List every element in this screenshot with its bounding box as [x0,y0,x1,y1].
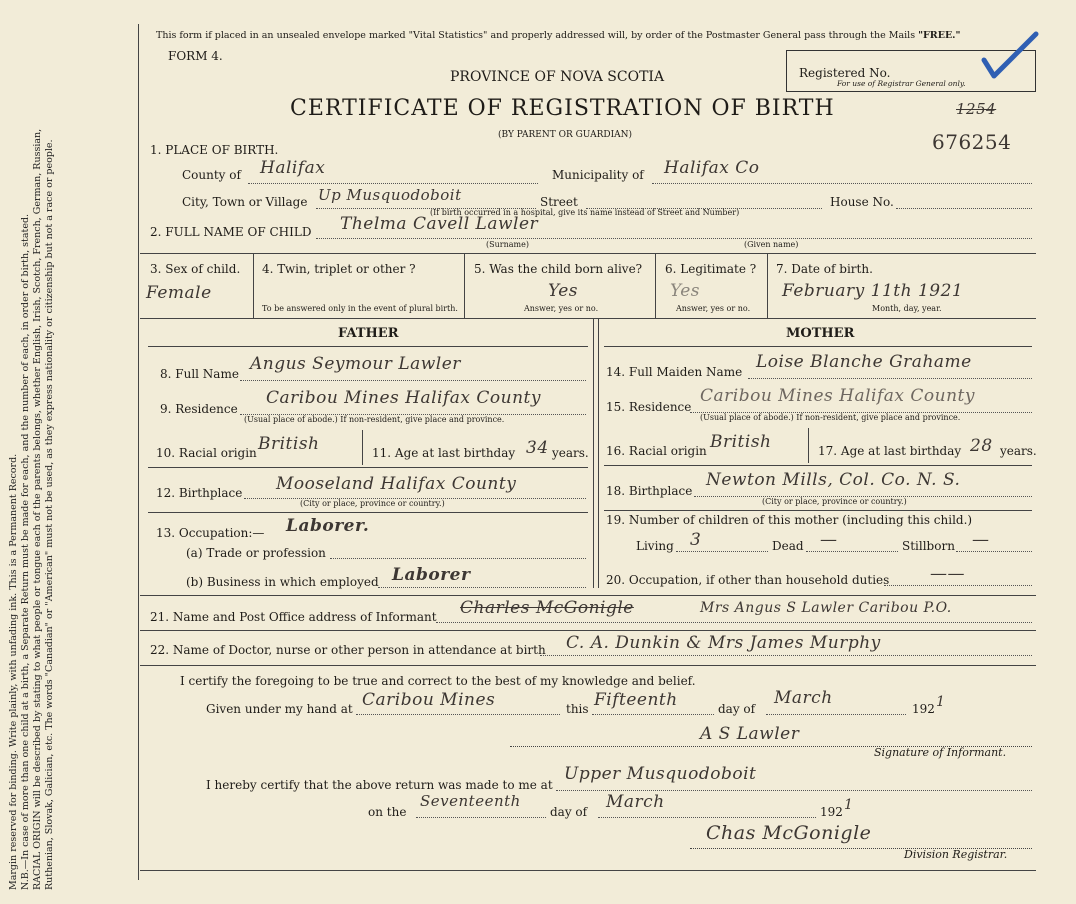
children-count-label: 19. Number of children of this mother (including this child.) [606,513,973,527]
reg-number: 676254 [932,130,1012,154]
mother-residence-label: 15. Residence [606,400,692,414]
county-line [248,183,538,184]
mother-birthplace-label: 18. Birthplace [606,484,693,498]
dead-value: — [820,530,838,550]
sex-label: 3. Sex of child. [150,262,241,276]
business-value: Laborer [392,565,471,585]
given-month-line [766,714,906,715]
house-label: House No. [830,195,894,209]
father-residence-label: 9. Residence [160,402,238,416]
alive-note: Answer, yes or no. [524,304,599,313]
mail-notice: This form if placed in an unsealed envelope marked "Vital Statistics" and properly addressed will, by order of the Postmaster General pass through the Mails "FREE." [156,30,961,41]
registrar-month-line [598,817,816,818]
father-years: years. [552,446,589,460]
parents-divider [598,318,599,588]
mother-age-label: 17. Age at last birthday [818,444,962,458]
blue-check-mark [980,30,1040,82]
given-place-value: Caribou Mines [362,690,496,710]
mother-race-value: British [710,432,772,452]
registrar-year-value: 1 [844,797,854,813]
place-of-birth-heading: 1. PLACE OF BIRTH. [150,143,279,157]
box-divider [767,253,768,318]
mother-birthplace-note: (City or place, province or country.) [762,497,907,506]
hospital-note: (If birth occurred in a hospital, give its name instead of Street and Number) [430,208,740,217]
living-line [676,551,768,552]
father-occupation-value: Laborer. [286,516,370,536]
form-number: FORM 4. [168,49,223,63]
father-residence-note: (Usual place of abode.) If non-resident, give place and province. [244,415,505,424]
informant-signature-label: Signature of Informant. [874,746,1007,759]
registrar-statement: I hereby certify that the above return was made to me at [206,778,553,792]
mother-residence-value: Caribou Mines Halifax County [700,386,975,406]
given-name-note: (Given name) [744,240,799,249]
informant-signature: A S Lawler [700,724,800,744]
dob-label: 7. Date of birth. [776,262,873,276]
mother-race-label: 16. Racial origin [606,444,707,458]
registrar-signature: Chas McGonigle [706,822,872,844]
this-label: this [566,702,589,716]
municipality-line [652,183,1032,184]
dob-note: Month, day, year. [872,304,942,313]
registrar-note: For use of Registrar General only. [837,79,966,88]
registrar-day-line [416,817,546,818]
child-name-value: Thelma Cavell Lawler [340,214,539,234]
father-birthplace-note: (City or place, province or country.) [300,499,445,508]
registrar-month-value: March [606,792,665,812]
mother-age-value: 28 [970,436,993,456]
stillborn-line [956,551,1032,552]
father-rule [148,467,588,468]
mother-occupation-label: 20. Occupation, if other than household duties [606,573,890,587]
sex-value: Female [146,283,212,303]
father-birthplace-label: 12. Birthplace [156,486,243,500]
dob-value: February 11th 1921 [782,281,964,301]
margin-instructions [8,10,56,890]
given-label: Given under my hand at [206,702,353,716]
surname-note: (Surname) [486,240,529,249]
living-value: 3 [690,530,702,550]
street-label: Street [540,195,578,209]
certify-statement: I certify the foregoing to be true and correct to the best of my knowledge and belief. [180,674,696,688]
registrar-place-line [556,790,1032,791]
mother-occupation-value: —— [930,564,965,584]
city-label: City, Town or Village [182,195,308,209]
certificate-title: CERTIFICATE OF REGISTRATION OF BIRTH [290,96,835,121]
mother-birthplace-value: Newton Mills, Col. Co. N. S. [706,470,961,490]
registrar-year-prefix: 192 [820,805,843,819]
parents-divider [593,318,594,588]
father-heading: FATHER [338,326,399,341]
father-birthplace-value: Mooseland Halifax County [276,474,517,494]
child-name-label: 2. FULL NAME OF CHILD [150,225,312,239]
rule-below-boxes [140,318,1036,319]
free-mark: "FREE." [918,30,961,41]
margin-rule [138,24,139,880]
doctor-value: C. A. Dunkin & Mrs James Murphy [566,633,881,653]
margin-line-2: N.B.—In case of more than one child at a birth, a Separate Return must be made for each, and the number of each, in order of birth, stated. [20,213,31,890]
county-value: Halifax [260,158,326,178]
given-month-value: March [774,688,833,708]
given-day-of-label: day of [718,702,756,716]
dead-label: Dead [772,539,804,553]
rule-above-boxes [140,253,1036,254]
rule-below-doctor [140,665,1036,666]
race-age-divider [808,428,809,463]
dead-line [806,551,898,552]
struck-reg-number: 1254 [956,100,997,118]
father-age-value: 34 [526,438,549,458]
given-year-prefix: 192 [912,702,935,716]
informant-line [436,622,1032,623]
stillborn-value: — [972,530,990,550]
father-age-label: 11. Age at last birthday [372,446,516,460]
trade-line [330,558,586,559]
registrar-day-of-label: day of [550,805,588,819]
mother-name-value: Loise Blanche Grahame [756,352,972,372]
mother-heading-rule [604,346,1032,347]
registered-label: Registered No. [799,66,891,80]
race-age-divider [362,430,363,465]
margin-line-4: Ruthenian, Slovak, Galician, etc. The words "Canadian" or "American" must not be used, as they express nationality or citizenship but not a race or people. [44,139,55,890]
margin-line-1: Margin reserved for binding. Write plainly, with unfading ink. This is a Permanent Record. [8,453,19,890]
mother-name-label: 14. Full Maiden Name [606,365,743,379]
margin-line-3: RACIAL ORIGIN will be described by stating to what people or tongue each of the parents belongs, whether English, Irish, Scotch, French, German, Russian, [32,128,43,890]
registrar-day-value: Seventeenth [420,792,521,810]
legitimate-label: 6. Legitimate ? [665,262,757,276]
province-heading: PROVINCE OF NOVA SCOTIA [450,69,665,85]
certificate-subtitle: (BY PARENT OR GUARDIAN) [498,130,633,140]
business-label: (b) Business in which employed [186,575,379,589]
box-divider [253,253,254,318]
municipality-value: Halifax Co [664,158,760,178]
mother-heading: MOTHER [786,326,855,341]
registrar-place-value: Upper Musquodoboit [564,764,757,784]
house-line [896,208,1032,209]
mother-residence-note: (Usual place of abode.) If non-resident, give place and province. [700,413,961,422]
alive-value: Yes [548,281,579,301]
father-rule [148,512,588,513]
stillborn-label: Stillborn [902,539,955,553]
municipality-label: Municipality of [552,168,644,182]
doctor-label: 22. Name of Doctor, nurse or other person in attendance at birth [150,643,546,657]
living-label: Living [636,539,674,553]
given-place-line [356,714,560,715]
informant-label: 21. Name and Post Office address of Informant [150,610,437,624]
trade-label: (a) Trade or profession [186,546,326,560]
father-name-line [240,380,586,381]
box-divider [655,253,656,318]
bottom-rule [140,870,1036,871]
father-residence-value: Caribou Mines Halifax County [266,388,541,408]
registrar-signature-label: Division Registrar. [904,848,1008,861]
father-heading-rule [148,346,588,347]
given-day-value: Fifteenth [594,690,678,710]
business-line [378,587,586,588]
mother-years: years. [1000,444,1037,458]
mother-rule [604,510,1032,511]
rule-below-informant [140,630,1036,631]
father-name-label: 8. Full Name [160,367,239,381]
child-name-line [316,238,1032,239]
legitimate-value: Yes [670,281,701,301]
twin-label: 4. Twin, triplet or other ? [262,262,416,276]
given-year-value: 1 [936,694,946,710]
rule-below-parents [140,595,1036,596]
doctor-line [540,655,1032,656]
legitimate-note: Answer, yes or no. [676,304,751,313]
informant-struck: Charles McGonigle [460,598,634,618]
father-occupation-label: 13. Occupation:— [156,526,265,540]
twin-note: To be answered only in the event of plural birth. [262,304,458,313]
box-divider [464,253,465,318]
informant-value: Mrs Angus S Lawler Caribou P.O. [700,600,952,616]
father-name-value: Angus Seymour Lawler [250,354,461,374]
mother-name-line [748,378,1032,379]
county-label: County of [182,168,241,182]
father-race-value: British [258,434,320,454]
city-value: Up Musquodoboit [318,186,462,204]
on-the-label: on the [368,805,407,819]
alive-label: 5. Was the child born alive? [474,262,643,276]
father-race-label: 10. Racial origin [156,446,257,460]
mother-rule [604,465,1032,466]
mother-occupation-line [884,585,1032,586]
given-day-line [592,714,714,715]
